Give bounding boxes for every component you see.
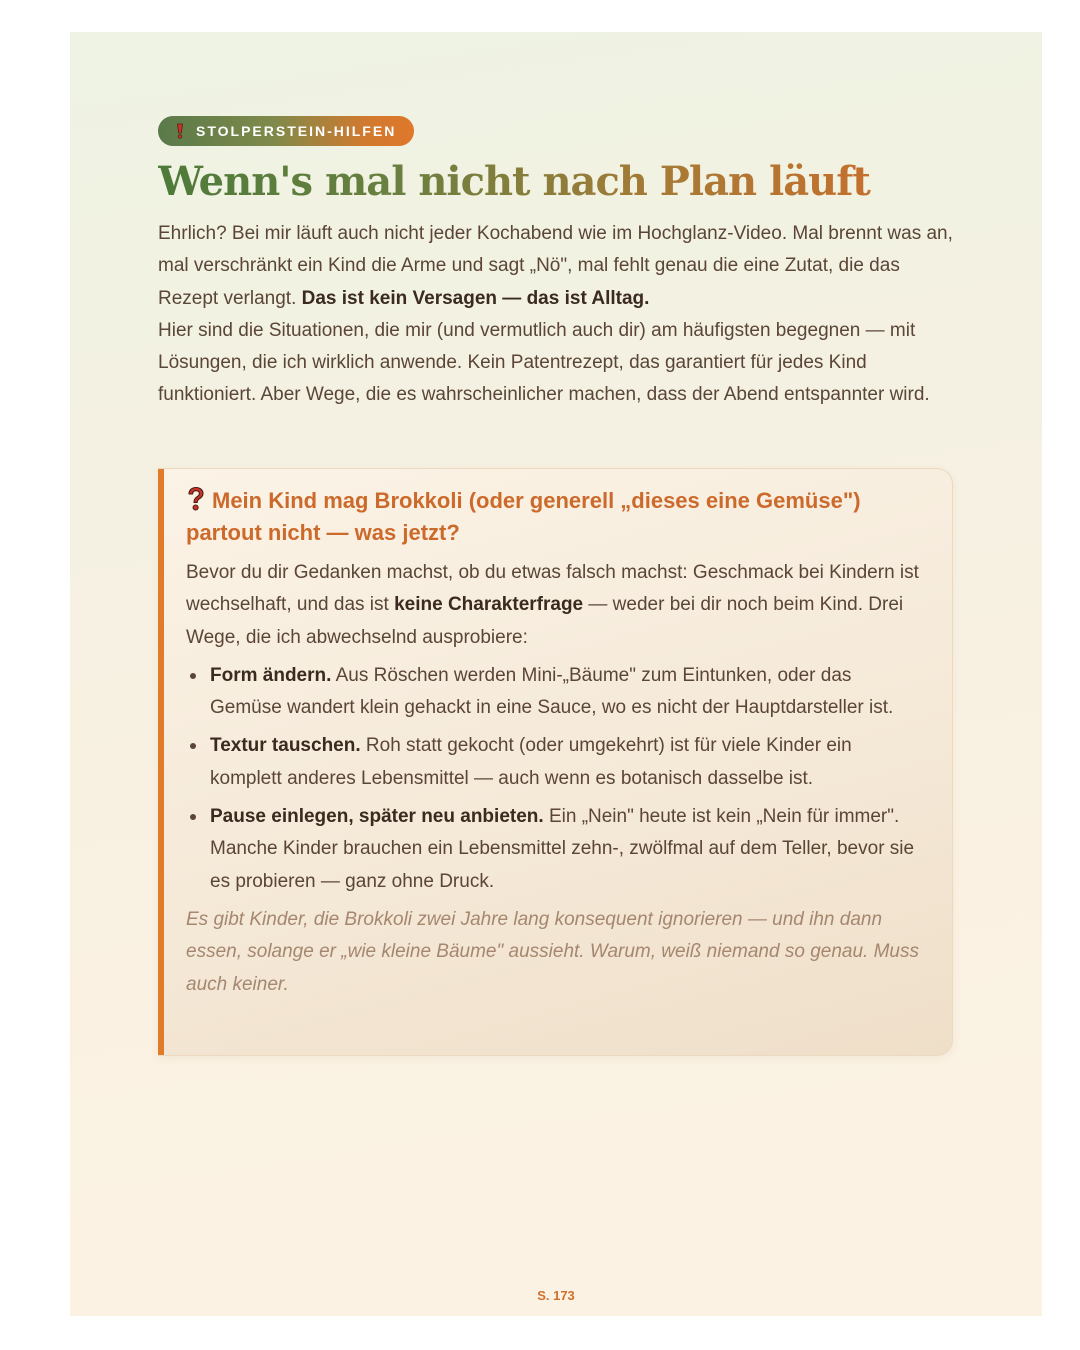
list-item xyxy=(186,660,926,725)
tip-card xyxy=(158,468,953,1056)
card-note: Es gibt Kinder, die Brokkoli zwei Jahre lang konsequent ignorieren — und ihn dann essen, solange er „wie kleine Bäume" aussieht. Warum, weiß niemand so genau. Muss auch keiner. xyxy=(186,908,919,995)
card-accent-bar xyxy=(158,469,164,1055)
card-intro-emphasis: keine Charakterfrage xyxy=(394,594,584,616)
intro-text-a: Ehrlich? Bei mir läuft auch nicht jeder Kochabend wie im Hochglanz-Video. Mal brennt was an, mal verschränkt ein Kind die Arme und sagt „Nö", mal fehlt genau die eine Zutat, die das Rezept verlangt. xyxy=(158,223,953,309)
list-item-text: Roh statt gekocht (oder umgekehrt) ist für viele Kinder ein komplett anderes Lebensmittel — auch wenn es botanisch dasselbe ist. xyxy=(210,735,852,789)
section-badge xyxy=(158,116,414,146)
intro-text xyxy=(158,218,954,412)
bullet xyxy=(190,743,196,749)
list-item-title: Textur tauschen. xyxy=(210,735,361,757)
exclamation-icon xyxy=(174,123,186,139)
page-title: Wenn's mal nicht nach Plan läuft xyxy=(158,156,954,208)
list-item xyxy=(186,801,926,898)
question-mark-icon xyxy=(186,486,206,512)
card-intro-b: — weder bei dir noch beim Kind. Drei Wege, die ich abwechselnd ausprobiere: xyxy=(186,594,904,648)
list-item xyxy=(186,730,926,795)
card-title xyxy=(186,485,926,549)
page-number: S. 173 xyxy=(537,1288,575,1303)
tips-list xyxy=(186,660,926,898)
card-intro-a: Bevor du dir Gedanken machst, ob du etwas falsch machst: Geschmack bei Kindern ist wechselhaft, und das ist xyxy=(186,562,919,616)
intro-paragraph-2: Hier sind die Situationen, die mir (und vermutlich auch dir) am häufigsten begegnen — mit Lösungen, die ich wirklich anwende. Kein Patentrezept, das garantiert für jedes Kind funktioniert. Aber Wege, die es wahrscheinlicher machen, dass der Abend entspannter wird. xyxy=(158,319,930,406)
book-page xyxy=(70,32,1042,1316)
card-intro xyxy=(186,557,926,654)
list-item-title: Pause einlegen, später neu anbieten. xyxy=(210,806,544,828)
intro-paragraph-1 xyxy=(158,218,954,315)
page-content xyxy=(158,116,954,412)
badge-label: STOLPERSTEIN-HILFEN xyxy=(196,123,397,139)
bullet xyxy=(190,814,196,820)
card-content xyxy=(186,485,926,1001)
bullet xyxy=(190,673,196,679)
list-item-title: Form ändern. xyxy=(210,664,332,686)
card-title-text: Mein Kind mag Brokkoli (oder generell „dieses eine Gemüse") partout nicht — was jetzt? xyxy=(186,488,861,545)
intro-emphasis: Das ist kein Versagen — das ist Alltag. xyxy=(301,287,650,309)
list-item-text: Aus Röschen werden Mini-„Bäume" zum Eintunken, oder das Gemüse wandert klein gehackt in eine Sauce, wo es nicht der Hauptdarsteller ist. xyxy=(210,664,894,719)
list-item-text: Ein „Nein" heute ist kein „Nein für immer". Manche Kinder brauchen ein Lebensmittel zehn-, zwölfmal auf dem Teller, bevor sie es probieren — ganz ohne Druck. xyxy=(210,806,915,892)
